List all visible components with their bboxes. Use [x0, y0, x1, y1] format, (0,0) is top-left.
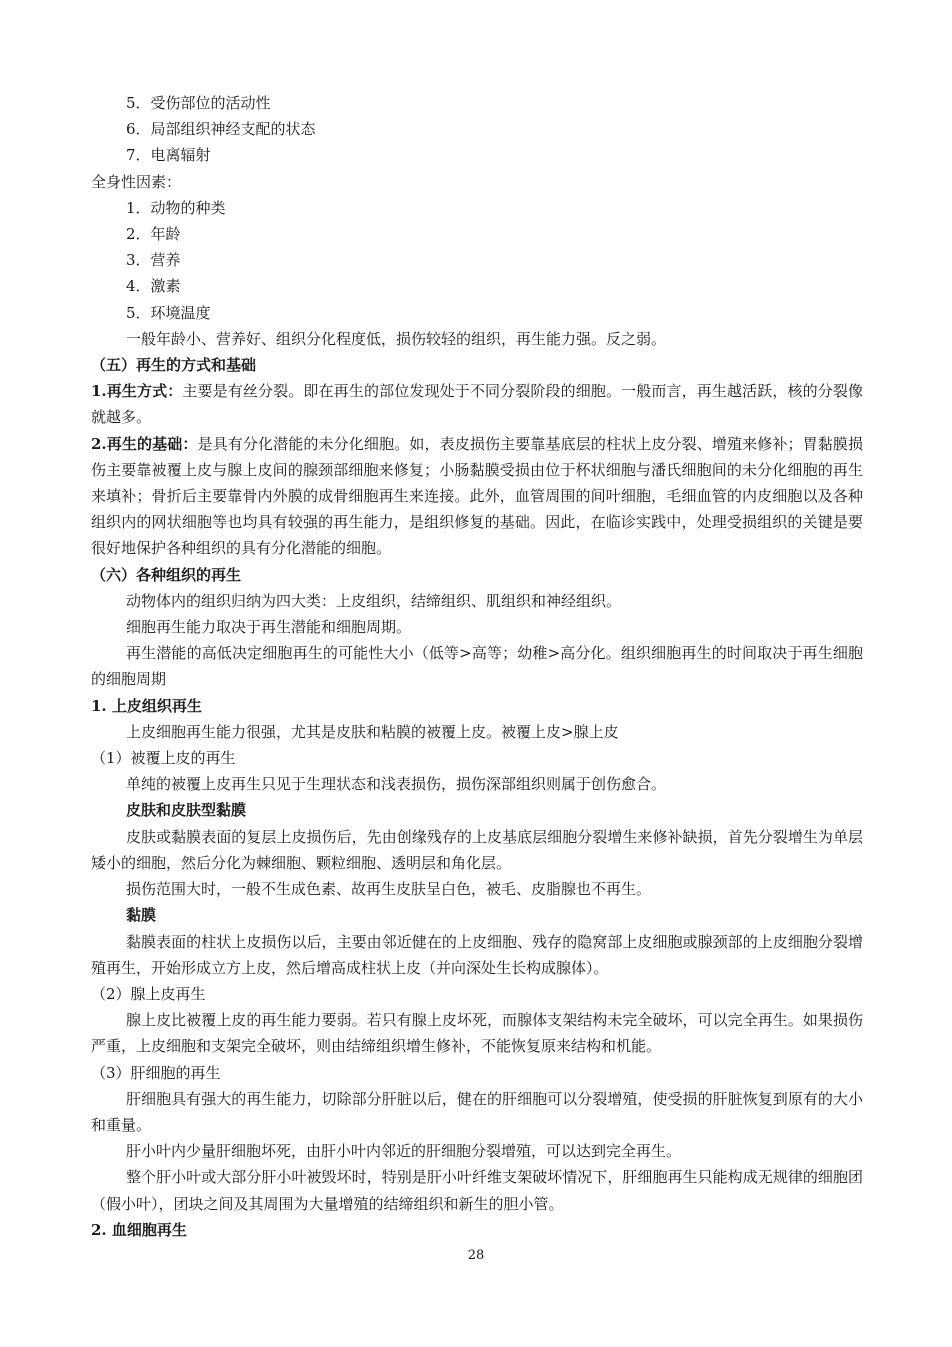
- subsection-heading: （2）腺上皮再生: [91, 984, 206, 1003]
- term-label: 2.再生的基础：: [91, 434, 198, 453]
- heading-systemic-factors: 全身性因素：: [91, 172, 182, 191]
- list-item: 6．局部组织神经支配的状态: [126, 120, 316, 139]
- term-text: 主要是有丝分裂。即在再生的部位发现处于不同分裂阶段的细胞。一般而言，再生越活跃，核的分裂像就越多。: [91, 382, 863, 427]
- paragraph: 黏膜表面的柱状上皮损伤以后，主要由邻近健在的上皮细胞、残存的隐窝部上皮细胞或腺颈部的上皮细胞分裂增殖再生，开始形成立方上皮，然后增高成柱状上皮（并向深处生长构成腺体）。: [91, 932, 863, 977]
- list-item: 5．环境温度: [126, 303, 211, 322]
- topic-heading: 黏膜: [126, 906, 157, 925]
- paragraph: 一般年龄小、营养好、组织分化程度低，损伤较轻的组织，再生能力强。反之弱。: [126, 329, 667, 348]
- section-heading: （五）再生的方式和基础: [91, 356, 257, 375]
- paragraph: 皮肤或黏膜表面的复层上皮损伤后，先由创缘残存的上皮基底层细胞分裂增生来修补缺损，首先分裂增生为单层矮小的细胞，然后分化为棘细胞、颗粒细胞、透明层和角化层。: [91, 827, 863, 872]
- subsection-heading: （3）肝细胞的再生: [91, 1063, 221, 1082]
- paragraph: 损伤范围大时，一般不生成色素、故再生皮肤呈白色，被毛、皮脂腺也不再生。: [126, 880, 652, 899]
- paragraph: 单纯的被覆上皮再生只见于生理状态和浅表损伤，损伤深部组织则属于创伤愈合。: [126, 775, 667, 794]
- paragraph: 腺上皮比被覆上皮的再生能力要弱。若只有腺上皮坏死，而腺体支架结构未完全破坏，可以完全再生。如果损伤严重，上皮细胞和支架完全破坏，则由结缔组织增生修补，不能恢复原来结构和机能。: [91, 1011, 863, 1056]
- list-item: 1．动物的种类: [126, 198, 226, 217]
- topic-heading: 皮肤和皮肤型黏膜: [126, 801, 247, 820]
- subsection-heading: 2. 血细胞再生: [91, 1220, 187, 1239]
- list-item: 2．年龄: [126, 225, 181, 244]
- paragraph: 动物体内的组织归纳为四大类：上皮组织，结缔组织、肌组织和神经组织。: [126, 591, 622, 610]
- paragraph: 再生潜能的高低决定细胞再生的可能性大小（低等>高等；幼稚>高分化。组织细胞再生的时间取决于再生细胞的细胞周期: [91, 644, 863, 689]
- page-number: 28: [467, 1248, 485, 1263]
- page-content: [91, 90, 863, 1243]
- paragraph: 细胞再生能力取决于再生潜能和细胞周期。: [126, 618, 412, 637]
- paragraph: 肝细胞具有强大的再生能力，切除部分肝脏以后，健在的肝细胞可以分裂增殖，使受损的肝脏恢复到原有的大小和重量。: [91, 1089, 863, 1134]
- paragraph: 上皮细胞再生能力很强，尤其是皮肤和粘膜的被覆上皮。被覆上皮>腺上皮: [126, 722, 619, 741]
- section-heading: （六）各种组织的再生: [91, 565, 242, 584]
- paragraph: 肝小叶内少量肝细胞坏死，由肝小叶内邻近的肝细胞分裂增殖，可以达到完全再生。: [126, 1142, 682, 1161]
- term-label: 1.再生方式：: [91, 382, 183, 401]
- paragraph: [91, 431, 863, 562]
- list-item: 4．激素: [126, 277, 181, 296]
- list-item: 5．受伤部位的活动性: [126, 94, 271, 112]
- list-item: 3．营养: [126, 251, 181, 270]
- list-item: 7．电离辐射: [126, 146, 211, 165]
- paragraph: [91, 378, 863, 430]
- subsection-heading: 1. 上皮组织再生: [91, 696, 202, 715]
- term-text: 是具有分化潜能的未分化细胞。如，表皮损伤主要靠基底层的柱状上皮分裂、增殖来修补；胃黏膜损伤主要靠被覆上皮与腺上皮间的腺颈部细胞来修复；小肠黏膜受损由位于杯状细胞与潘氏细胞间的未分化细胞的再生来填补；骨折后主要靠骨内外膜的成骨细胞再生来连接。此外，血管周围的间叶细胞，毛细血管的内皮细胞以及各种组织内的网状细胞等也均具有较强的再生能力，是组织修复的基础。因此，在临诊实践中，处理受损组织的关键是要很好地保护各种组织的具有分化潜能的细胞。: [91, 434, 863, 558]
- subsection-heading: （1）被覆上皮的再生: [91, 749, 236, 768]
- paragraph: 整个肝小叶或大部分肝小叶被毁坏时，特别是肝小叶纤维支架破坏情况下，肝细胞再生只能构成无规律的细胞团（假小叶），团块之间及其周围为大量增殖的结缔组织和新生的胆小管。: [91, 1168, 863, 1213]
